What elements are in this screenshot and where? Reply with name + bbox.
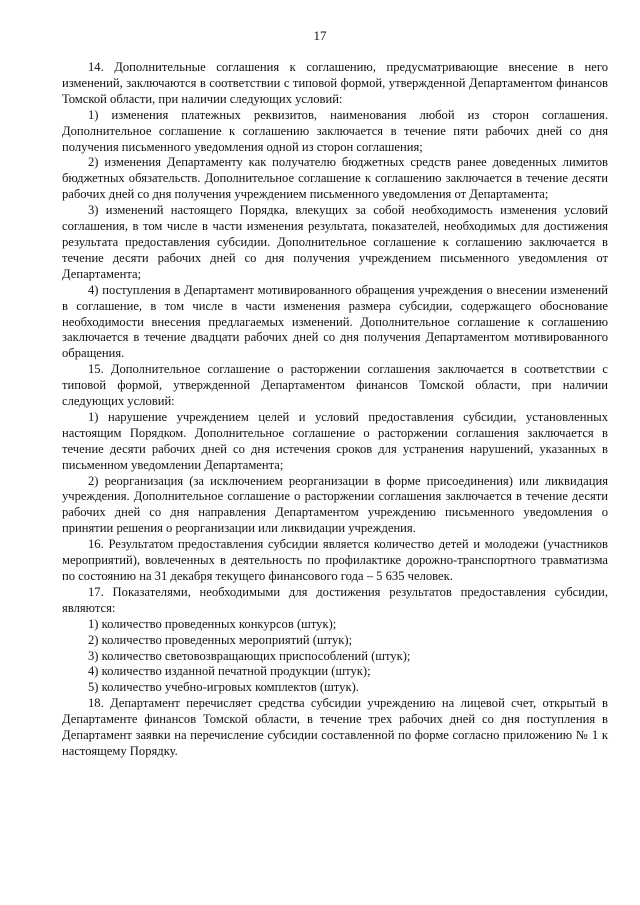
paragraph-17-item-3: 3) количество световозвращающих приспособлений (штук);	[88, 648, 411, 663]
paragraph-17-item-1: 1) количество проведенных конкурсов (штук);	[88, 616, 337, 631]
paragraph-18: 18. Департамент перечисляет средства субсидии учреждению на лицевой счет, открытый в Департаменте финансов Томской области, в течение трех рабочих дней со дня поступления в Департамент заявки на перечисление субсидии составленной по форме согласно приложению № 1 к настоящему Порядку.	[62, 696, 608, 758]
paragraph-14-item-4: 4) поступления в Департамент мотивированного обращения учреждения о внесении изменений в соглашение, в том числе в части изменения размера субсидии, содержащего обоснование необходимости внесения предлагаемых изменений. Дополнительное соглашение к соглашению заключается в течение двадцати рабочих дней со дня получения Департаментом мотивированного обращения.	[62, 282, 608, 361]
paragraph-15: 15. Дополнительное соглашение о расторжении соглашения заключается в соответствии с типовой формой, утвержденной Департаментом финансов Томской области, при наличии следующих условий:	[62, 362, 608, 409]
document-body	[62, 60, 608, 760]
paragraph-17-item-2: 2) количество проведенных мероприятий (штук);	[88, 632, 353, 647]
paragraph-16: 16. Результатом предоставления субсидии является количество детей и молодежи (участников мероприятий), вовлеченных в деятельность по профилактике дорожно-транспортного травматизма по состоянию на 31 декабря текущего финансового года – 5 635 человек.	[62, 537, 608, 583]
paragraph-15-item-2: 2) реорганизация (за исключением реорганизации в форме присоединения) или ликвидация учреждения. Дополнительное соглашение о расторжении соглашения заключается в течение десяти рабочих дней со дня направления Департаментом учреждению письменного уведомления о принятии решения о реорганизации или ликвидации учреждения.	[62, 473, 608, 536]
page-number: 17	[313, 28, 327, 43]
paragraph-14-item-3: 3) изменений настоящего Порядка, влекущих за собой необходимость изменения условий соглашения, в том числе в части изменения результата, показателей, необходимых для достижения результата предоставления субсидии. Дополнительное соглашение к соглашению заключается в течение десяти рабочих дней со дня получения учреждением письменного уведомления от Департамента;	[62, 203, 608, 281]
paragraph-17-item-4: 4) количество изданной печатной продукции (штук);	[88, 664, 371, 679]
paragraph-14: 14. Дополнительные соглашения к соглашению, предусматривающие внесение в него изменений, заключаются в соответствии с типовой формой, утвержденной Департаментом финансов Томской области, при наличии следующих условий:	[62, 60, 608, 106]
paragraph-14-item-1: 1) изменения платежных реквизитов, наименования любой из сторон соглашения. Дополнительное соглашение к соглашению заключается в течение пяти рабочих дней со дня получения письменного уведомления одной из сторон соглашения;	[62, 107, 608, 154]
paragraph-17: 17. Показателями, необходимыми для достижения результатов предоставления субсидии, являются:	[62, 584, 608, 615]
paragraph-14-item-2: 2) изменения Департаменту как получателю бюджетных средств ранее доведенных лимитов бюджетных обязательств. Дополнительное соглашение к соглашению заключается в течение десяти рабочих дней со дня получения учреждением письменного уведомления от Департамента;	[62, 155, 608, 202]
paragraph-17-item-5: 5) количество учебно-игровых комплектов (штук).	[88, 680, 359, 695]
paragraph-15-item-1: 1) нарушение учреждением целей и условий предоставления субсидии, установленных настоящим Порядком. Дополнительное соглашение о расторжении соглашения заключается в течение десяти рабочих дней со дня истечения сроков для устранения нарушений, указанных в письменном уведомлении Департамента;	[62, 409, 608, 472]
